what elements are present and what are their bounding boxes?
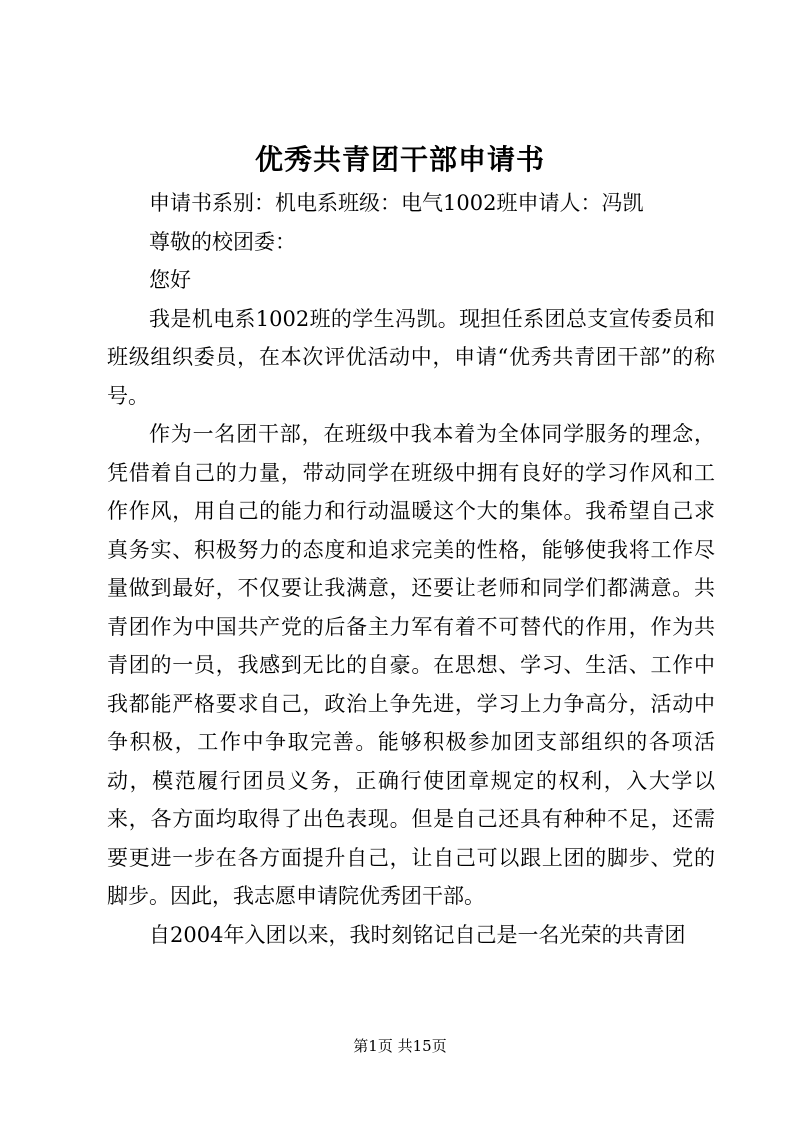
page-number-footer: 第1页 共15页 <box>353 1037 447 1055</box>
salutation-paragraph: 尊敬的校团委： <box>149 229 296 254</box>
header-info-paragraph: 申请书系别：机电系班级：电气1002班申请人：冯凯 <box>149 191 644 215</box>
body-paragraph: 作为一名团干部，在班级中我本着为全体同学服务的理念，凭借着自己的力量，带动同学在班级中拥有良好的学习作风和工作作风，用自己的能力和行动温暖这个大的集体。我希望自己求真务实、积极努力的态度和追求完美的性格，能够使我将工作尽量做到最好，不仅要让我满意，还要让老师和同学们都满意。共青团作为中国共产党的后备主力军有着不可替代的作用，作为共青团的一员，我感到无比的自豪。在思想、学习、生活、工作中我都能严格要求自己，政治上争先进，学习上力争高分，活动中争积极，工作中争取完善。能够积极参加团支部组织的各项活动，模范履行团员义务，正确行使团章规定的权利，入大学以来，各方面均取得了出色表现。但是自己还具有种种不足，还需要更进一步在各方面提升自己，让自己可以跟上团的脚步、党的脚步。因此，我志愿申请院优秀团干部。 <box>107 422 715 908</box>
continuation-paragraph: 自2004年入团以来，我时刻铭记自己是一名光荣的共青团 <box>149 922 686 947</box>
greeting-paragraph: 您好 <box>149 268 191 292</box>
intro-paragraph: 我是机电系1002班的学生冯凯。现担任系团总支宣传委员和班级组织委员，在本次评优活动中，申请“优秀共青团干部”的称号。 <box>107 306 715 408</box>
document-body <box>107 184 715 954</box>
document-title: 优秀共青团干部申请书 <box>254 143 545 176</box>
